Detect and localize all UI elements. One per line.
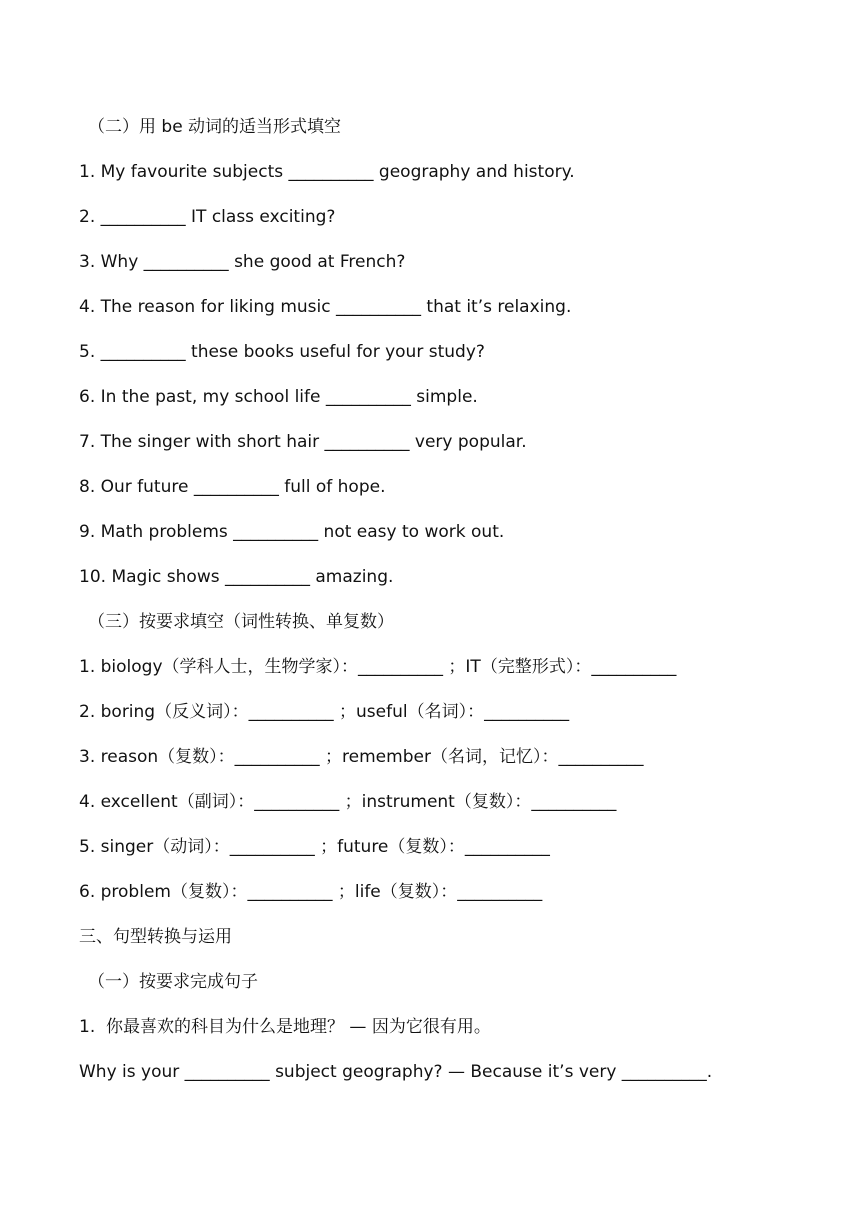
section-3-heading: （三）按要求填空（词性转换、单复数） (88, 612, 394, 632)
section-2-item-7: 7. The singer with short hair __________ very popular. (79, 432, 527, 452)
section-2-item-6: 6. In the past, my school life __________ simple. (79, 387, 478, 407)
section-3-item-2: 2. boring（反义词）：__________ ；useful（名词）：__________ (79, 702, 570, 722)
part-3-heading: 三、句型转换与运用 (79, 927, 232, 947)
section-2-item-2: 2. __________ IT class exciting? (79, 207, 336, 227)
part-3-question-1-chinese: 1. 你最喜欢的科目为什么是地理？ — 因为它很有用。 (79, 1017, 491, 1037)
section-2-item-10: 10. Magic shows __________ amazing. (79, 567, 394, 587)
section-2-heading: （二）用 be 动词的适当形式填空 (88, 117, 342, 137)
section-2-item-1: 1. My favourite subjects __________ geography and history. (79, 162, 575, 182)
section-3-item-5: 5. singer（动词）：__________ ；future（复数）：__________ (79, 837, 550, 857)
section-3-item-4: 4. excellent（副词）：__________ ；instrument（复数）：__________ (79, 792, 617, 812)
section-2-item-9: 9. Math problems __________ not easy to work out. (79, 522, 505, 542)
section-2-item-4: 4. The reason for liking music __________ that it’s relaxing. (79, 297, 572, 317)
section-2-item-5: 5. __________ these books useful for your study? (79, 342, 485, 362)
part-3-sub-heading: （一）按要求完成句子 (88, 972, 258, 992)
section-3-item-6: 6. problem（复数）：__________ ；life（复数）：__________ (79, 882, 543, 902)
part-3-question-1-english: Why is your __________ subject geography? — Because it’s very __________. (79, 1062, 713, 1082)
section-3-item-1: 1. biology（学科人士，生物学家）：__________ ；IT（完整形式）：__________ (79, 657, 677, 677)
section-2-item-3: 3. Why __________ she good at French? (79, 252, 406, 272)
section-3-item-3: 3. reason（复数）：__________ ；remember（名词，记忆）：__________ (79, 747, 644, 767)
section-2-item-8: 8. Our future __________ full of hope. (79, 477, 386, 497)
